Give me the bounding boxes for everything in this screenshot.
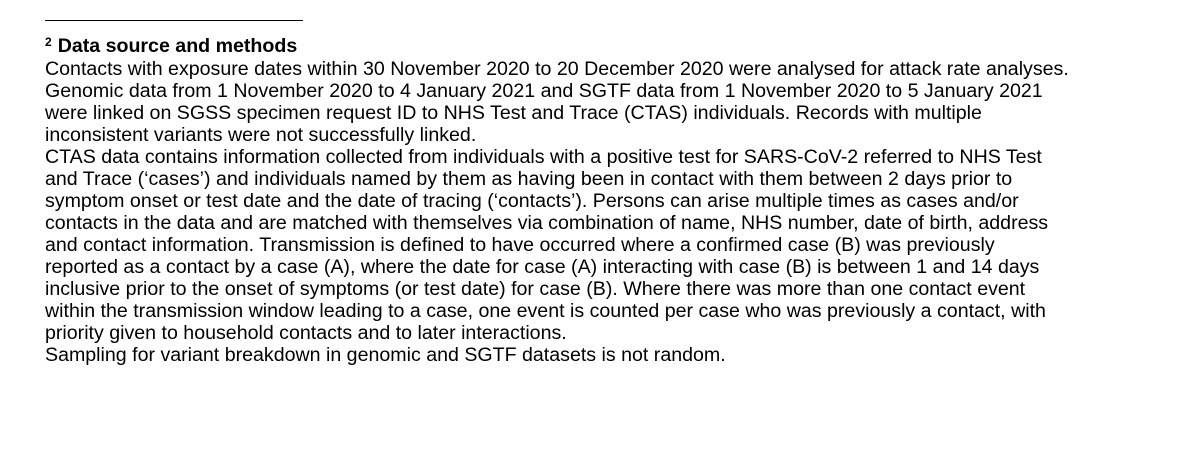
text-line: inconsistent variants were not successfully linked. <box>45 124 477 146</box>
text-line: reported as a contact by a case (A), where the date for case (A) interacting with case (B) is between 1 and 14 days <box>45 256 1040 278</box>
text-line: within the transmission window leading to a case, one event is counted per case who was previously a contact, with <box>45 300 1046 322</box>
text-line: and Trace (‘cases’) and individuals named by them as having been in contact with them between 2 days prior to <box>45 168 1013 190</box>
text-line: and contact information. Transmission is defined to have occurred where a confirmed case (B) was previously <box>45 234 995 256</box>
paragraph-linking <box>45 58 1200 146</box>
text-line: were linked on SGSS specimen request ID to NHS Test and Trace (CTAS) individuals. Records with multiple <box>45 102 982 124</box>
footnote <box>45 34 1200 366</box>
text-line: symptom onset or test date and the date of tracing (‘contacts’). Persons can arise multiple times as cases and/or <box>45 190 1019 212</box>
text-line: Sampling for variant breakdown in genomic and SGTF datasets is not random. <box>45 344 726 366</box>
footnote-heading <box>45 34 1200 58</box>
text-line: Contacts with exposure dates within 30 November 2020 to 20 December 2020 were analysed for attack rate analyses. <box>45 58 1069 80</box>
footnote-heading-text: Data source and methods <box>57 35 298 57</box>
paragraph-sampling <box>45 344 1200 366</box>
footnote-number: 2 <box>45 35 52 49</box>
text-line: Genomic data from 1 November 2020 to 4 January 2021 and SGTF data from 1 November 2020 to 5 January 2021 <box>45 80 1043 102</box>
text-line: contacts in the data and are matched with themselves via combination of name, NHS number, date of birth, address <box>45 212 1049 234</box>
footnote-separator <box>45 20 303 21</box>
paragraph-ctas <box>45 146 1200 344</box>
text-line: inclusive prior to the onset of symptoms (or test date) for case (B). Where there was more than one contact event <box>45 278 1026 300</box>
text-line: CTAS data contains information collected from individuals with a positive test for SARS-CoV-2 referred to NHS Test <box>45 146 1042 168</box>
text-line: priority given to household contacts and to later interactions. <box>45 322 567 344</box>
